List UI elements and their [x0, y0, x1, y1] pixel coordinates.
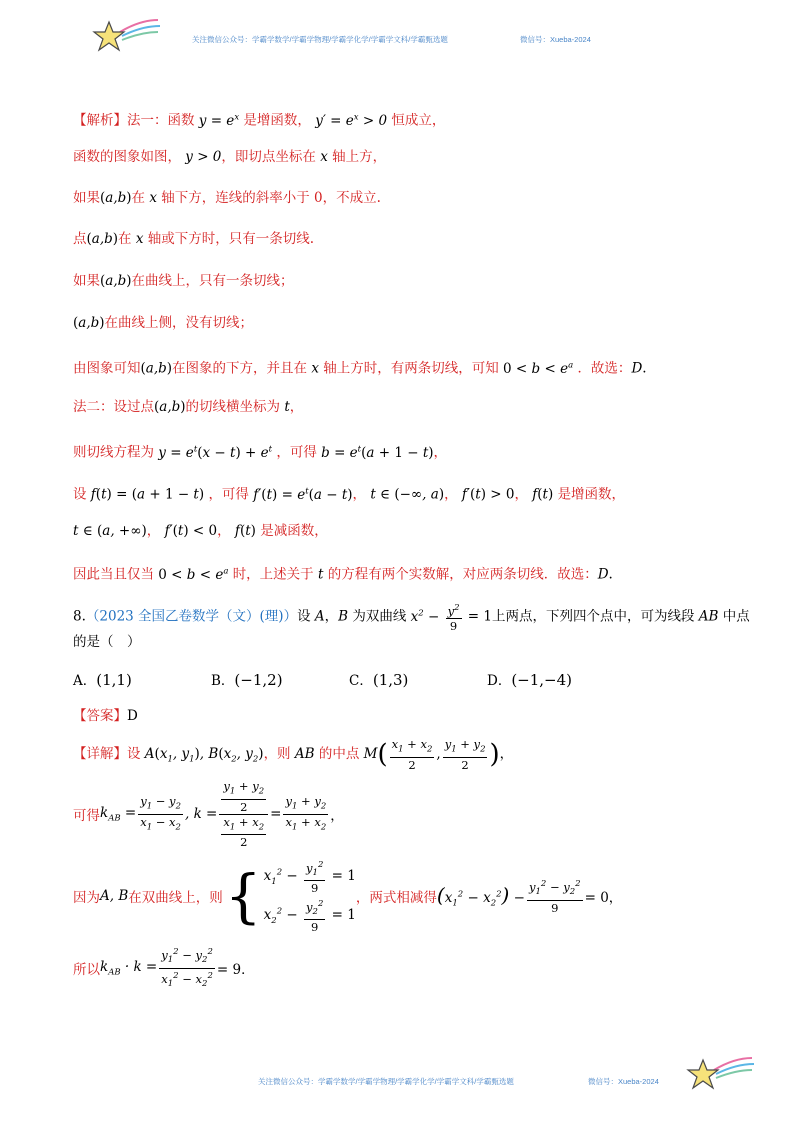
detail-line-1: 【详解】设 $A(x_1$, $y_1$), $B(x_2$, $y_2$)，则 AB 的中点 M( $\frac{x_1 + x_2}{2}$ , $\frac{y_1 + y_2}{2}$ )， [73, 737, 514, 772]
analysis-line-10: 设 f(t) = (a + 1 − t) ，可得 $f'(t) = e^t(a - t)$， t ∈ (−∞, a)， f′(t) > 0， f(t) 是增函数， [73, 486, 626, 503]
analysis-line-6: (a,b)在曲线上侧，没有切线； [73, 315, 254, 331]
analysis-line-1: 【解析】法一：函数 $y = e^x$ 是增函数， $y' = e^x > 0$ 恒成立， [73, 112, 446, 129]
option-b[interactable]: B．(−1,2) [211, 671, 283, 689]
analysis-line-8: 法二：设过点(a,b)的切线横坐标为 t， [73, 399, 304, 415]
options [73, 669, 693, 689]
analysis-line-2: 函数的图象如图， y > 0，即切点坐标在 x 轴上方， [73, 149, 387, 165]
analysis-line-4: 点(a,b)在 x 轴或下方时，只有一条切线. [73, 231, 315, 247]
option-a[interactable]: A．(1,1) [73, 671, 132, 689]
footer-text: 关注微信公众号：学霸学数学/学霸学物理/学霸学化学/学霸学文科/学霸甄选题 [258, 1077, 514, 1086]
star-logo-icon [686, 1052, 756, 1096]
answer-line: 【答案】D [73, 708, 138, 724]
star-logo-icon [92, 14, 162, 58]
option-d[interactable]: D．(−1,−4) [487, 671, 573, 689]
header-text: 关注微信公众号：学霸学数学/学霸学物理/学霸学化学/学霸学文科/学霸甄选题 [192, 35, 448, 44]
analysis-line-3: 如果(a,b)在 x 轴下方，连线的斜率小于 0，不成立. [73, 190, 381, 206]
header-wechat: 微信号：Xueba-2024 [520, 35, 591, 44]
detail-line-3: 因为 A, B 在双曲线上，则 { $x_1^2$ − $\frac{y_1^2}{9}$ = 1 $x_2^2$ − $\frac{y_2^2}{9}$ = 1 ，两式相减得 $(x_1^2 - x_2^2)$ − $\frac{y_1^2 - y_2^2}{9}$ = 0， [73, 859, 623, 935]
analysis-line-5: 如果(a,b)在曲线上，只有一条切线； [73, 273, 294, 289]
analysis-line-11: t ∈ (a, +∞)， f′(t) < 0， f(t) 是减函数， [73, 523, 328, 539]
detail-line-4: 所以 $k_{AB} \cdot k$ = $\frac{y_1^2 - y_2^2}{x_1^2 - x_2^2}$ = 9． [73, 947, 255, 989]
question-source: （2023 全国乙卷数学（文）(理)） [85, 608, 298, 625]
question-8-line-2: 的是（ ） [73, 634, 141, 650]
analysis-line-9: 则切线方程为 $y = e^t(x - t) + e^t$ ，可得 $b = e^t(a + 1 - t)$， [73, 444, 448, 461]
analysis-line-7: 由图象可知(a,b)在图象的下方，并且在 x 轴上方时，有两条切线，可知 $0 < b < e^a$ ．故选：D. [73, 360, 647, 377]
footer-wechat: 微信号：Xueba-2024 [588, 1077, 659, 1086]
analysis-line-12: 因此当且仅当 $0 < b < e^a$ 时，上述关于 t 的方程有两个实数解，对应两条切线．故选：D. [73, 566, 613, 583]
detail-line-2: 可得 $k_{AB}$ = $\frac{y_1 - y_2}{x_1 - x_2}$ , k = $y_1 + y_2$ 2 $x_1 + x_2$ 2 = $\frac{y_1 + y_2}{x_1 + x_2}$ ， [73, 779, 344, 849]
option-c[interactable]: C．(1,3) [349, 671, 409, 689]
question-8: 8.（2023 全国乙卷数学（文）(理)）设 A，B 为双曲线 $x^2$ − $\frac{y^2}{9}$ = 1上两点，下列四个点中，可为线段 AB 中点 [73, 603, 750, 633]
